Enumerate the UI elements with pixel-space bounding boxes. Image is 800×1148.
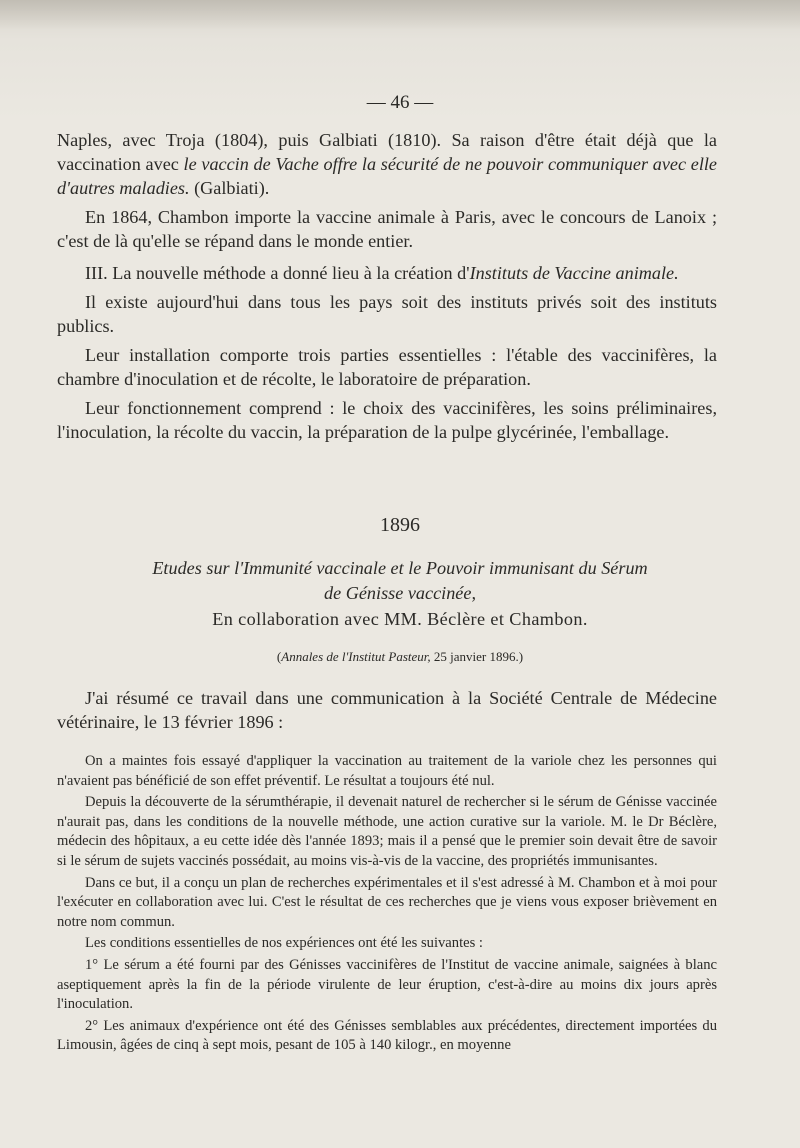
source-journal: Annales de l'Institut Pasteur, xyxy=(281,649,431,664)
entry-year: 1896 xyxy=(380,514,420,536)
section3-paragraph-4: Leur fonctionnement comprend : le choix des vaccinifères, les soins préliminaires, l'inoculation, la récolte du vaccin, la préparation de la pulpe glycérinée, l'emballage. xyxy=(57,398,717,442)
quote-paragraph-6: 2° Les animaux d'expérience ont été des Génisses semblables aux précédentes, directement importées du Limousin, âgées de cinq à sept mois, pesant de 105 à 140 kilogr., en moyenne xyxy=(57,1017,717,1054)
entry-summary-block xyxy=(57,686,717,734)
entry-title xyxy=(0,556,800,606)
quote-paragraph-4: Les conditions essentielles de nos expériences ont été les suivantes : xyxy=(85,935,483,952)
section3-paragraph-2: Il existe aujourd'hui dans tous les pays soit des instituts privés soit des instituts publics. xyxy=(57,292,717,336)
source-date: 25 janvier 1896. xyxy=(430,649,519,664)
page-number: — 46 — xyxy=(366,92,434,113)
intro-quote-italic: le vaccin de Vache offre la sécurité de ne pouvoir communiquer avec elle d'autres maladies. xyxy=(57,154,718,198)
intro-text-a: Naples, avec Troja (1804), puis Galbiati (1810). Sa raison d'être était déjà que la vaccination avec xyxy=(57,130,717,174)
section3-text: III. La nouvelle méthode a donné lieu à la création d' xyxy=(85,263,470,283)
intro-section xyxy=(57,128,717,253)
quote-paragraph-1: On a maintes fois essayé d'appliquer la vaccination au traitement de la variole chez les personnes qui n'avaient pas bénéficié de son effet préventif. Le résultat a toujours été nul. xyxy=(57,753,717,789)
quoted-communication xyxy=(57,752,717,1056)
intro-paragraph-1 xyxy=(57,128,717,200)
entry-summary: J'ai résumé ce travail dans une communication à la Société Centrale de Médecine vétérinaire, le 13 février 1896 : xyxy=(57,688,717,732)
quote-paragraph-3: Dans ce but, il a conçu un plan de recherches expérimentales et il s'est adressé à M. Chambon et à moi pour l'exécuter en collaboration avec lui. C'est le résultat de ces recherches que je viens vous exposer brièvement en notre nom commun. xyxy=(57,874,717,930)
section-three xyxy=(57,261,717,444)
intro-paragraph-2: En 1864, Chambon importe la vaccine animale à Paris, avec le concours de Lanoix ; c'est de là qu'elle se répand dans le monde entier. xyxy=(57,207,717,251)
entry-title-line-1: Etudes sur l'Immunité vaccinale et le Pouvoir immunisant du Sérum xyxy=(152,558,648,578)
entry-title-line-2: de Génisse vaccinée, xyxy=(324,583,476,603)
quote-paragraph-5: 1° Le sérum a été fourni par des Génisses vaccinifères de l'Institut de vaccine animale, saignées à blanc aseptiquement après la fin de la période virulente de leur éruption, c'est-à-dire au moins dix jours après l'inoculation. xyxy=(57,956,717,1013)
intro-text-b: (Galbiati). xyxy=(189,178,270,198)
section3-paragraph-3: Leur installation comporte trois parties essentielles : l'étable des vaccinifères, la chambre d'inoculation et de récolte, le laboratoire de préparation. xyxy=(57,345,717,389)
entry-source: (Annales de l'Institut Pasteur, 25 janvier 1896.) xyxy=(276,649,524,664)
section3-paragraph-1 xyxy=(57,261,717,285)
section3-italic: Instituts de Vaccine animale. xyxy=(469,263,679,283)
quote-paragraph-2: Depuis la découverte de la sérumthérapie, il devenait naturel de rechercher si le sérum de Génisse vaccinée n'aurait pas, dans les conditions de la nouvelle méthode, une action curative sur la variole. M. le Dr Béclère, médecin des hôpitaux, a eu cette idée dès l'année 1893; mais il a pensé que le premier soin devait être de savoir si le sérum de sujets vaccinés possédait, au moins vis-à-vis de la vaccine, des propriétés immunisantes. xyxy=(57,794,717,869)
entry-collaboration: En collaboration avec MM. Béclère et Chambon. xyxy=(212,609,588,629)
scan-shadow xyxy=(0,0,800,30)
